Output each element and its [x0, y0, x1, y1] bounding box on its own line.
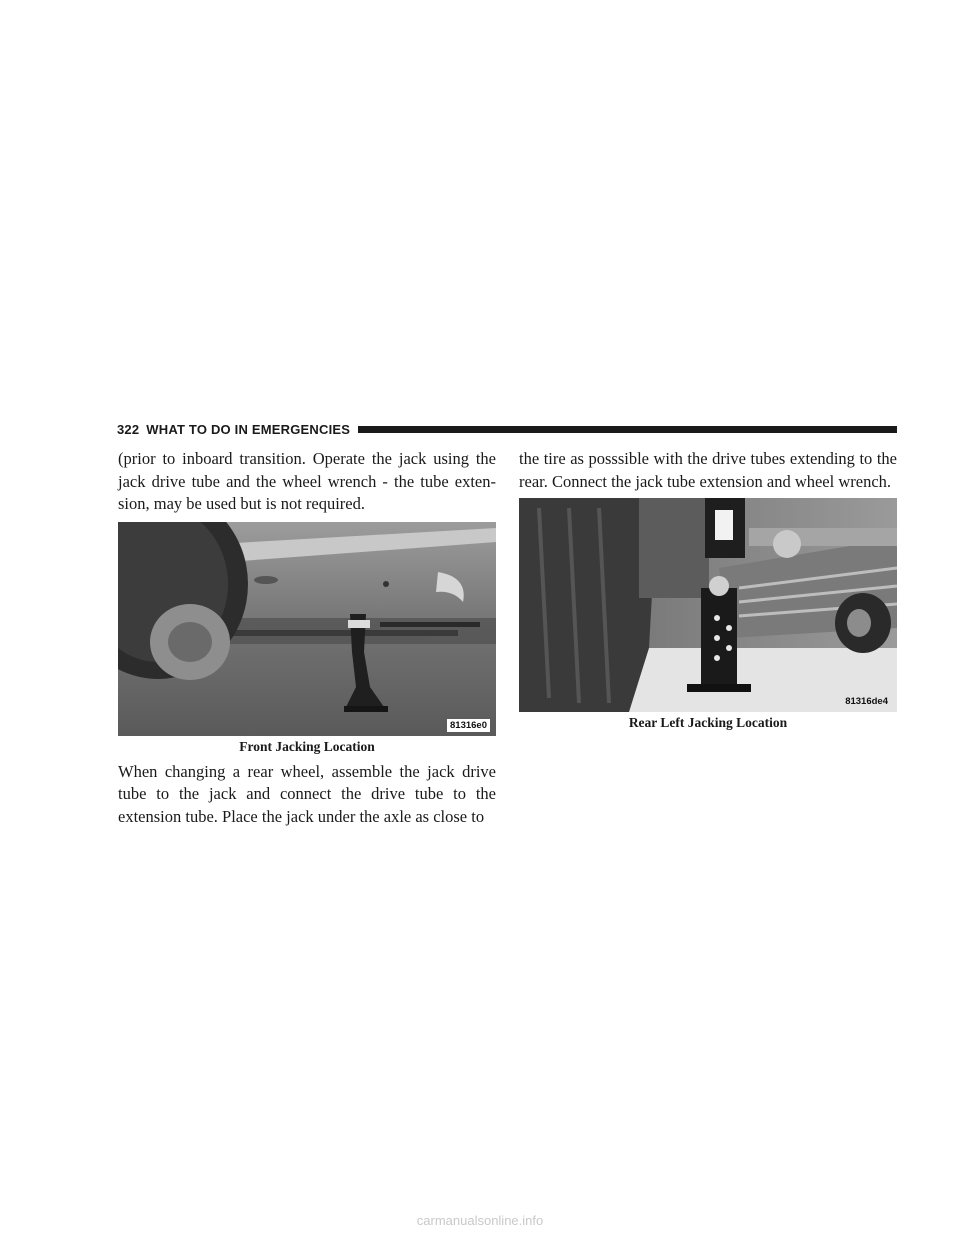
header-rule [358, 426, 897, 433]
front-jacking-illustration [118, 522, 496, 736]
rear-jacking-photo [519, 498, 897, 712]
figure-caption-front: Front Jacking Location [239, 738, 375, 754]
footer-watermark: carmanualsonline.info [416, 1213, 544, 1228]
section-title: WHAT TO DO IN EMERGENCIES [146, 421, 351, 437]
right-column [519, 448, 897, 731]
paragraph-changing-rear-wheel: When changing a rear wheel, assemble the jack drive tube to the jack and connect the drive tube to the extension tube. Place the jack under the axle as close to [118, 761, 496, 826]
figure-code: 81316de4 [845, 696, 888, 707]
paragraph-tire-as-possible: the tire as posssible with the drive tubes extending to the rear. Connect the jack tube extension and wheel wrench. [519, 449, 897, 491]
front-jacking-photo [118, 522, 496, 736]
page-number: 322 [117, 421, 140, 437]
paragraph-prior-to-inboard: (prior to inboard transition. Operate the jack using the jack drive tube and the wheel wrench - the tube exten- sion, may be used but is not required. [118, 449, 496, 513]
page-header [117, 420, 897, 438]
figure-caption-rear: Rear Left Jacking Location [628, 715, 788, 730]
left-column [118, 448, 496, 828]
rear-jacking-illustration [519, 498, 897, 712]
figure-code: 81316e0 [447, 719, 490, 732]
